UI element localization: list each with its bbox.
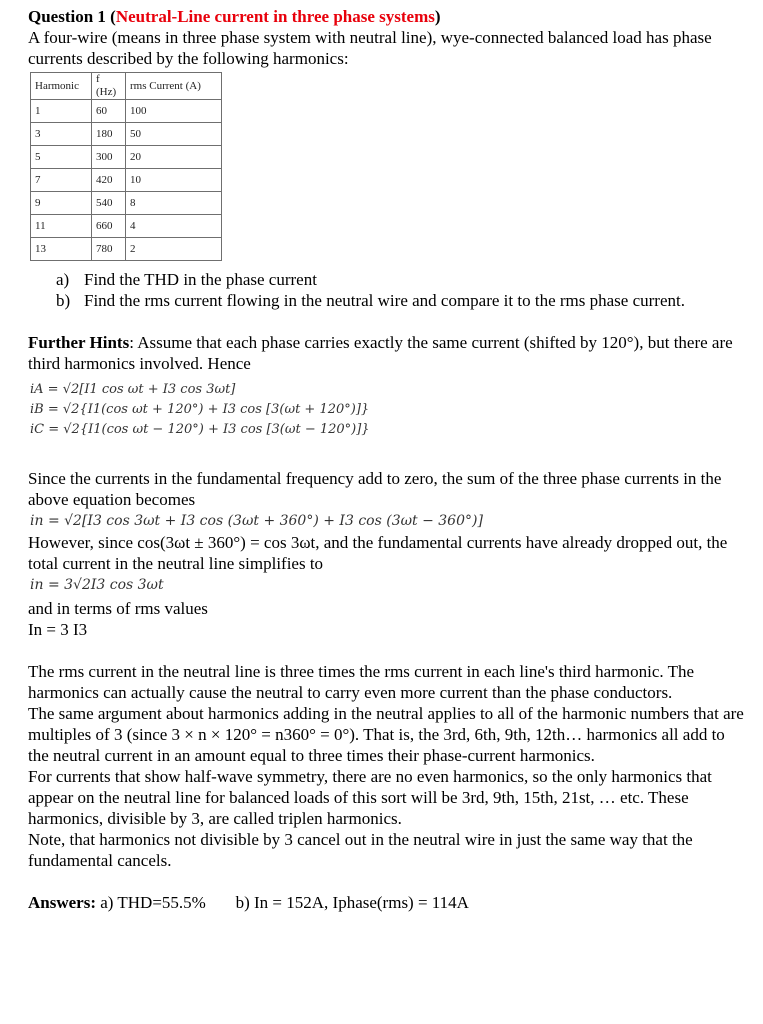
table-cell: 540 [92, 192, 126, 215]
task-marker: b) [56, 291, 71, 310]
question-title [28, 6, 748, 27]
table-cell: 50 [126, 123, 222, 146]
equation-in: in = √2[I3 cos 3ωt + I3 cos (3ωt + 360°) + I3 cos (3ωt − 360°)] [30, 513, 483, 529]
table-cell: 20 [126, 146, 222, 169]
document-page [28, 6, 748, 913]
table-row [31, 238, 222, 261]
table-cell: 100 [126, 100, 222, 123]
table-header-row [31, 73, 222, 100]
table-cell: 5 [31, 146, 92, 169]
table-cell: 11 [31, 215, 92, 238]
table-row [31, 192, 222, 215]
answers-line [28, 892, 748, 913]
paragraph-multiples: The same argument about harmonics adding in the neutral applies to all of the harmonic numbers that are multiples of 3 (since 3 × n × 120° = n360° = 0°). That is, the 3rd, 6th, 9th, 12th… harmonics all add to the neutral current in an amount equal to three times their phase-current harmonics. [28, 704, 744, 765]
paragraph-neutral: The rms current in the neutral line is three times the rms current in each line's third harmonic. The harmonics can actually cause the neutral to carry even more current than the phase conductors. [28, 662, 695, 702]
answers-label: Answers: [28, 893, 96, 912]
question-close: ) [434, 7, 441, 26]
answer-b: b) In = 152A, Iphase(rms) = 114A [235, 893, 469, 912]
task-marker: a) [56, 270, 70, 289]
table-cell: 420 [92, 169, 126, 192]
table-cell: 1 [31, 100, 92, 123]
table-cell: 3 [31, 123, 92, 146]
hints-label: Further Hints [28, 333, 130, 352]
paragraph-sum: Since the currents in the fundamental frequency add to zero, the sum of the three phase currents in the above equation becomes [28, 469, 722, 509]
question-intro: A four-wire (means in three phase system with neutral line), wye-connected balanced load has phase currents described by the following harmonics: [28, 28, 712, 68]
table-cell: 10 [126, 169, 222, 192]
question-topic: Neutral-Line current in three phase systems [115, 7, 435, 26]
equation-ic: iC = √2{I1(cos ωt − 120°) + I3 cos [3(ωt − 120°)]} [30, 422, 370, 437]
table-cell: 13 [31, 238, 92, 261]
paragraph-however: However, since cos(3ωt ± 360°) = cos 3ωt, and the fundamental currents have already dropped out, the total current in the neutral line simplifies to [28, 533, 728, 573]
table-row [31, 123, 222, 146]
task-text: Find the THD in the phase current [84, 270, 317, 289]
table-cell: 180 [92, 123, 126, 146]
table-cell: 7 [31, 169, 92, 192]
list-item [28, 269, 748, 290]
paragraph-note: Note, that harmonics not divisible by 3 cancel out in the neutral wire in just the same way that the fundamental cancels. [28, 830, 693, 870]
hints-text: : Assume that each phase carries exactly the same current (shifted by 120°), but there are third harmonics involved. Hence [28, 333, 733, 373]
equation-ia: iA = √2[I1 cos ωt + I3 cos 3ωt] [30, 382, 236, 397]
table-header-cell: Harmonic [31, 73, 92, 100]
table-cell: 4 [126, 215, 222, 238]
table-cell: 9 [31, 192, 92, 215]
table-cell: 300 [92, 146, 126, 169]
task-text: Find the rms current flowing in the neutral wire and compare it to the rms phase current. [84, 291, 685, 310]
equation-ib: iB = √2{I1(cos ωt + 120°) + I3 cos [3(ωt + 120°)]} [30, 402, 370, 417]
answer-a: a) THD=55.5% [100, 893, 206, 912]
task-list [28, 269, 748, 311]
harmonics-table [30, 72, 222, 261]
table-cell: 2 [126, 238, 222, 261]
question-label: Question 1 ( [28, 7, 116, 26]
equation-in-rms: In = 3 I3 [28, 620, 88, 639]
equation-block [28, 380, 748, 440]
table-cell: 60 [92, 100, 126, 123]
hints-intro [28, 332, 748, 374]
table-row [31, 215, 222, 238]
table-cell: 8 [126, 192, 222, 215]
table-row [31, 100, 222, 123]
table-header-cell: f (Hz) [92, 73, 126, 100]
table-header-cell: rms Current (A) [126, 73, 222, 100]
table-row [31, 169, 222, 192]
table-cell: 660 [92, 215, 126, 238]
table-row [31, 146, 222, 169]
list-item [28, 290, 748, 311]
equation-in-simplified: in = 3√2I3 cos 3ωt [30, 577, 164, 593]
paragraph-rms: and in terms of rms values [28, 599, 208, 618]
paragraph-half-wave: For currents that show half-wave symmetry, there are no even harmonics, so the only harmonics that appear on the neutral line for balanced loads of this sort will be 3rd, 9th, 15th, 21st, … etc. These harmonics, divisible by 3, are called triplen harmonics. [28, 767, 712, 828]
table-cell: 780 [92, 238, 126, 261]
